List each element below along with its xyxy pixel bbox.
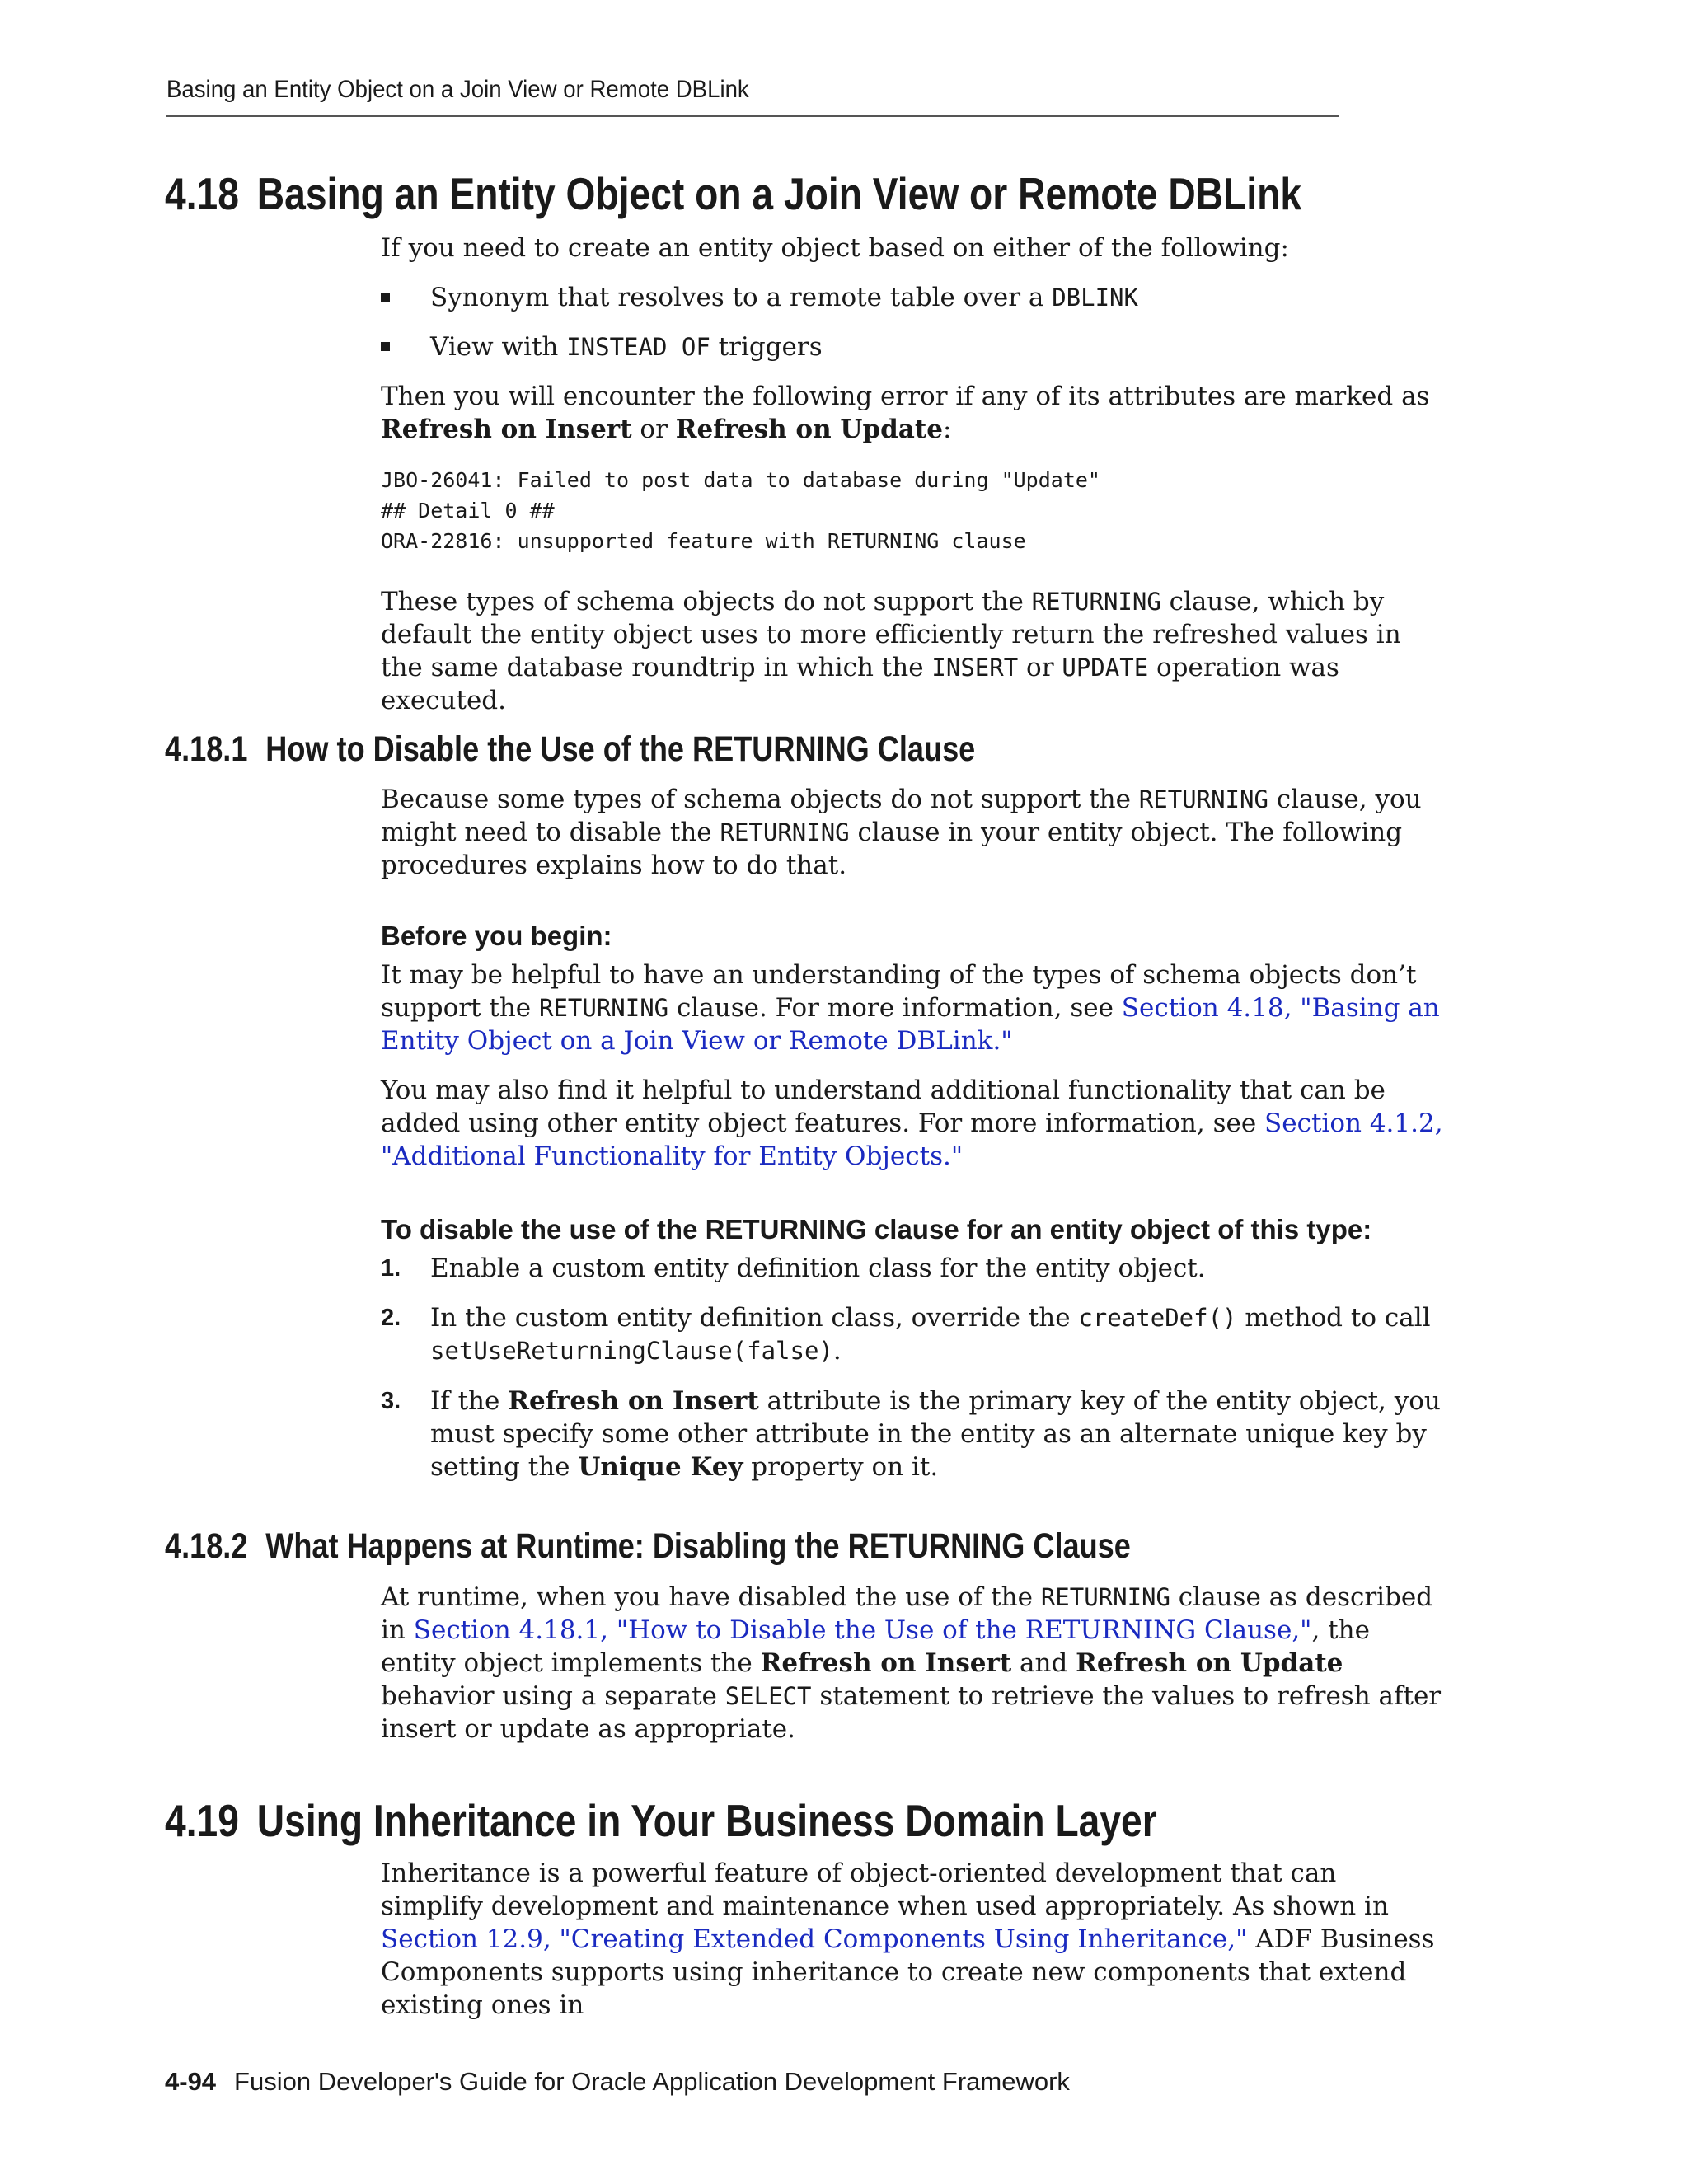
- cross-reference-link[interactable]: Section 4.18, "Basing an Entity Object on a Join View or Remote DBLink.": [381, 993, 1440, 1056]
- disable-paragraph: Because some types of schema objects do not support the RETURNING clause, you might need to disable the RETURNING clause in your entity object. The following procedures explains how to do that.: [381, 785, 1422, 880]
- book-title: Fusion Developer's Guide for Oracle Application Development Framework: [234, 2067, 1070, 2096]
- section-title: Basing an Entity Object on a Join View or Remote DBLink: [256, 168, 1302, 219]
- procedure-heading: To disable the use of the RETURNING clause for an entity object of this type:: [381, 1214, 1372, 1244]
- step-number: 1.: [381, 1255, 401, 1282]
- code-line: ORA-22816: unsupported feature with RETURNING clause: [381, 529, 1026, 553]
- error-paragraph: Then you will encounter the following error if any of its attributes are marked as Refresh on Insert or Refresh on Update:: [381, 382, 1430, 444]
- bullet-marker: [381, 293, 390, 302]
- code-example: [381, 465, 1100, 556]
- bullet-marker: [381, 342, 390, 351]
- list-item-text: View with INSTEAD OF triggers: [430, 332, 823, 362]
- step-number: 3.: [381, 1388, 401, 1414]
- page-number: 4-94: [165, 2067, 217, 2096]
- section-title: Using Inheritance in Your Business Domain Layer: [256, 1795, 1157, 1846]
- cross-reference-link[interactable]: Section 12.9, "Creating Extended Components Using Inheritance,": [381, 1924, 1248, 1954]
- section-number: 4.18.1: [165, 729, 248, 769]
- section-title: What Happens at Runtime: Disabling the RETURNING Clause: [265, 1526, 1131, 1566]
- runtime-paragraph: At runtime, when you have disabled the use of the RETURNING clause as described in Section 4.18.1, "How to Disable the Use of the RETURNING Clause,", the entity object implements the Refresh on Insert and Refresh on Update behavior using a separate SELECT statement to retrieve the values to refresh after insert or update as appropriate.: [381, 1582, 1442, 1744]
- page-footer: [165, 2067, 1070, 2097]
- step-number: 2.: [381, 1305, 401, 1331]
- step-text: In the custom entity definition class, override the createDef() method to call setUseReturningClause(false).: [430, 1303, 1431, 1366]
- prereq-paragraph: It may be helpful to have an understanding of the types of schema objects don’t support the RETURNING clause. For more information, see Section 4.18, "Basing an Entity Object on a Join View or Remote DBLink.": [381, 960, 1440, 1056]
- step-text: If the Refresh on Insert attribute is the primary key of the entity object, you must specify some other attribute in the entity as an alternate unique key by setting the Unique Key property on it.: [430, 1386, 1441, 1482]
- section-number: 4.18.2: [165, 1526, 248, 1566]
- section-number: 4.18: [165, 168, 239, 219]
- section-title: How to Disable the Use of the RETURNING Clause: [265, 729, 976, 769]
- section-heading-4-18: [165, 167, 1301, 220]
- code-line: ## Detail 0 ##: [381, 499, 555, 523]
- section-heading-4-18-1: [165, 729, 975, 770]
- section-heading-4-19: [165, 1794, 1157, 1847]
- intro-text: If you need to create an entity object based on either of the following:: [381, 233, 1289, 263]
- schema-types-paragraph: These types of schema objects do not support the RETURNING clause, which by default the entity object uses to more efficiently return the refreshed values in the same database roundtrip in which the INSERT or UPDATE operation was executed.: [381, 587, 1401, 715]
- section-number: 4.19: [165, 1795, 239, 1846]
- section-heading-4-18-2: [165, 1526, 1131, 1567]
- running-header: Basing an Entity Object on a Join View or Remote DBLink: [166, 76, 1339, 117]
- list-item-text: Synonym that resolves to a remote table over a DBLINK: [430, 283, 1138, 312]
- inheritance-paragraph: Inheritance is a powerful feature of object-oriented development that can simplify development and maintenance when used appropriately. As shown in Section 12.9, "Creating Extended Components Using Inheritance," ADF Business Components supports using inheritance to create new components that extend existing ones in: [381, 1858, 1435, 2020]
- code-line: JBO-26041: Failed to post data to database during "Update": [381, 468, 1100, 492]
- cross-reference-link[interactable]: Section 4.1.2, "Additional Functionality for Entity Objects.": [381, 1108, 1443, 1171]
- additional-paragraph: You may also find it helpful to understand additional functionality that can be added using other entity object features. For more information, see Section 4.1.2, "Additional Functionality for Entity Objects.": [381, 1076, 1443, 1171]
- step-text: Enable a custom entity definition class for the entity object.: [430, 1254, 1206, 1283]
- intro-paragraph: [381, 232, 1444, 265]
- cross-reference-link[interactable]: Section 4.18.1, "How to Disable the Use of the RETURNING Clause,": [413, 1615, 1312, 1645]
- before-you-begin-heading: Before you begin:: [381, 921, 612, 951]
